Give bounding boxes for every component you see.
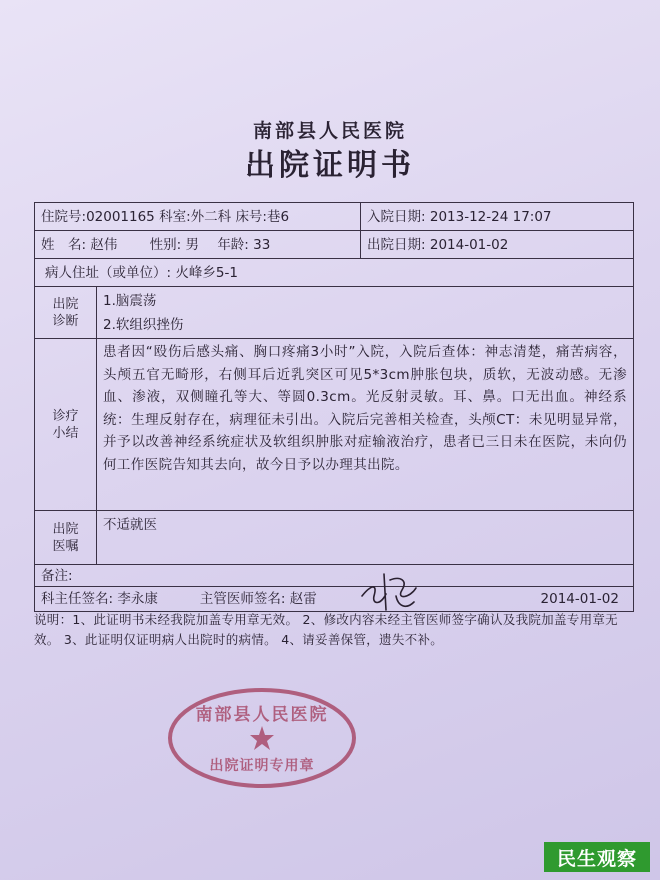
notes-row [35, 565, 633, 587]
bed: 巷6 [267, 209, 290, 225]
address: 火峰乡5-1 [175, 265, 238, 281]
patient-age: 33 [253, 237, 271, 253]
seal-bottom-text: 出院证明专用章 [209, 758, 315, 774]
dept: 外二科 [190, 209, 232, 225]
admit-date: 2013-12-24 17:07 [429, 209, 552, 225]
watermark-badge: 民生观察 [544, 842, 650, 872]
dept-label: 科室: [159, 209, 191, 225]
chief-label: 科主任签名: [41, 591, 114, 607]
diagnosis-item: 1.脑震荡 [103, 293, 157, 309]
age-label: 年龄: [217, 237, 249, 253]
patient-row [35, 231, 633, 259]
diagnosis-item: 2.软组织挫伤 [103, 317, 184, 333]
hospital-seal [166, 686, 358, 790]
notice-text: 说明：1、此证明书未经我院加盖专用章无效。 2、修改内容未经主管医师签字确认及我院加盖专用章无效。 3、此证明仅证明病人出院时的病情。 4、请妥善保管，遗失不补。 [34, 612, 618, 647]
summary-row [35, 339, 633, 511]
document-title: 出院证明书 [245, 148, 415, 183]
notes-label: 备注: [41, 568, 73, 584]
orders-row [35, 511, 633, 565]
certificate-form [34, 202, 634, 612]
patient-sex: 男 [185, 237, 200, 253]
handwritten-signature [356, 566, 422, 616]
address-label: 病人住址（或单位）: [45, 265, 172, 281]
chief-name: 李永康 [117, 591, 158, 607]
discharge-date: 2014-01-02 [429, 237, 509, 253]
orders-label: 出院医嘱 [35, 511, 97, 564]
diagnosis-row [35, 287, 633, 339]
address-row [35, 259, 633, 287]
hospital-name: 南部县人民医院 [252, 120, 407, 142]
admission-no: 02001165 [86, 209, 155, 225]
attending-name: 赵雷 [289, 591, 317, 607]
attending-label: 主管医师签名: [199, 591, 286, 607]
admit-date-label: 入院日期: [367, 209, 426, 225]
treatment-summary: 患者因“殴伤后感头痛、胸口疼痛3小时”入院，入院后查体：神志清楚，痛苦病容，头颅五官无畸形，右侧耳后近乳突区可见5*3cm肿胀包块，质软，无波动感。无渗血、渗液，双侧瞳孔等大、等圆0.3cm。光反射灵敏。耳、鼻。口无出血。神经系统：生理反射存在，病理征未引出。入院后完善相关检查，头颅CT：未见明显异常，并予以改善神经系统症状及软组织肿胀对症输液治疗，患者已三日未在医院，未向仍何工作医院告知其去向，故今日予以办理其出院。 [103, 344, 627, 473]
sign-date: 2014-01-02 [540, 591, 619, 607]
summary-label: 诊疗小结 [35, 339, 97, 510]
name-label: 姓 名: [41, 237, 87, 253]
admission-row [35, 203, 633, 231]
discharge-date-label: 出院日期: [367, 237, 426, 253]
patient-name: 赵伟 [90, 237, 118, 253]
admission-no-label: 住院号: [41, 209, 87, 225]
sex-label: 性别: [149, 237, 182, 253]
discharge-orders: 不适就医 [103, 517, 157, 533]
signature-row [35, 587, 633, 611]
diagnosis-label: 出院诊断 [35, 287, 97, 338]
seal-top-text: 南部县人民医院 [195, 705, 329, 725]
bed-label: 床号: [235, 209, 267, 225]
